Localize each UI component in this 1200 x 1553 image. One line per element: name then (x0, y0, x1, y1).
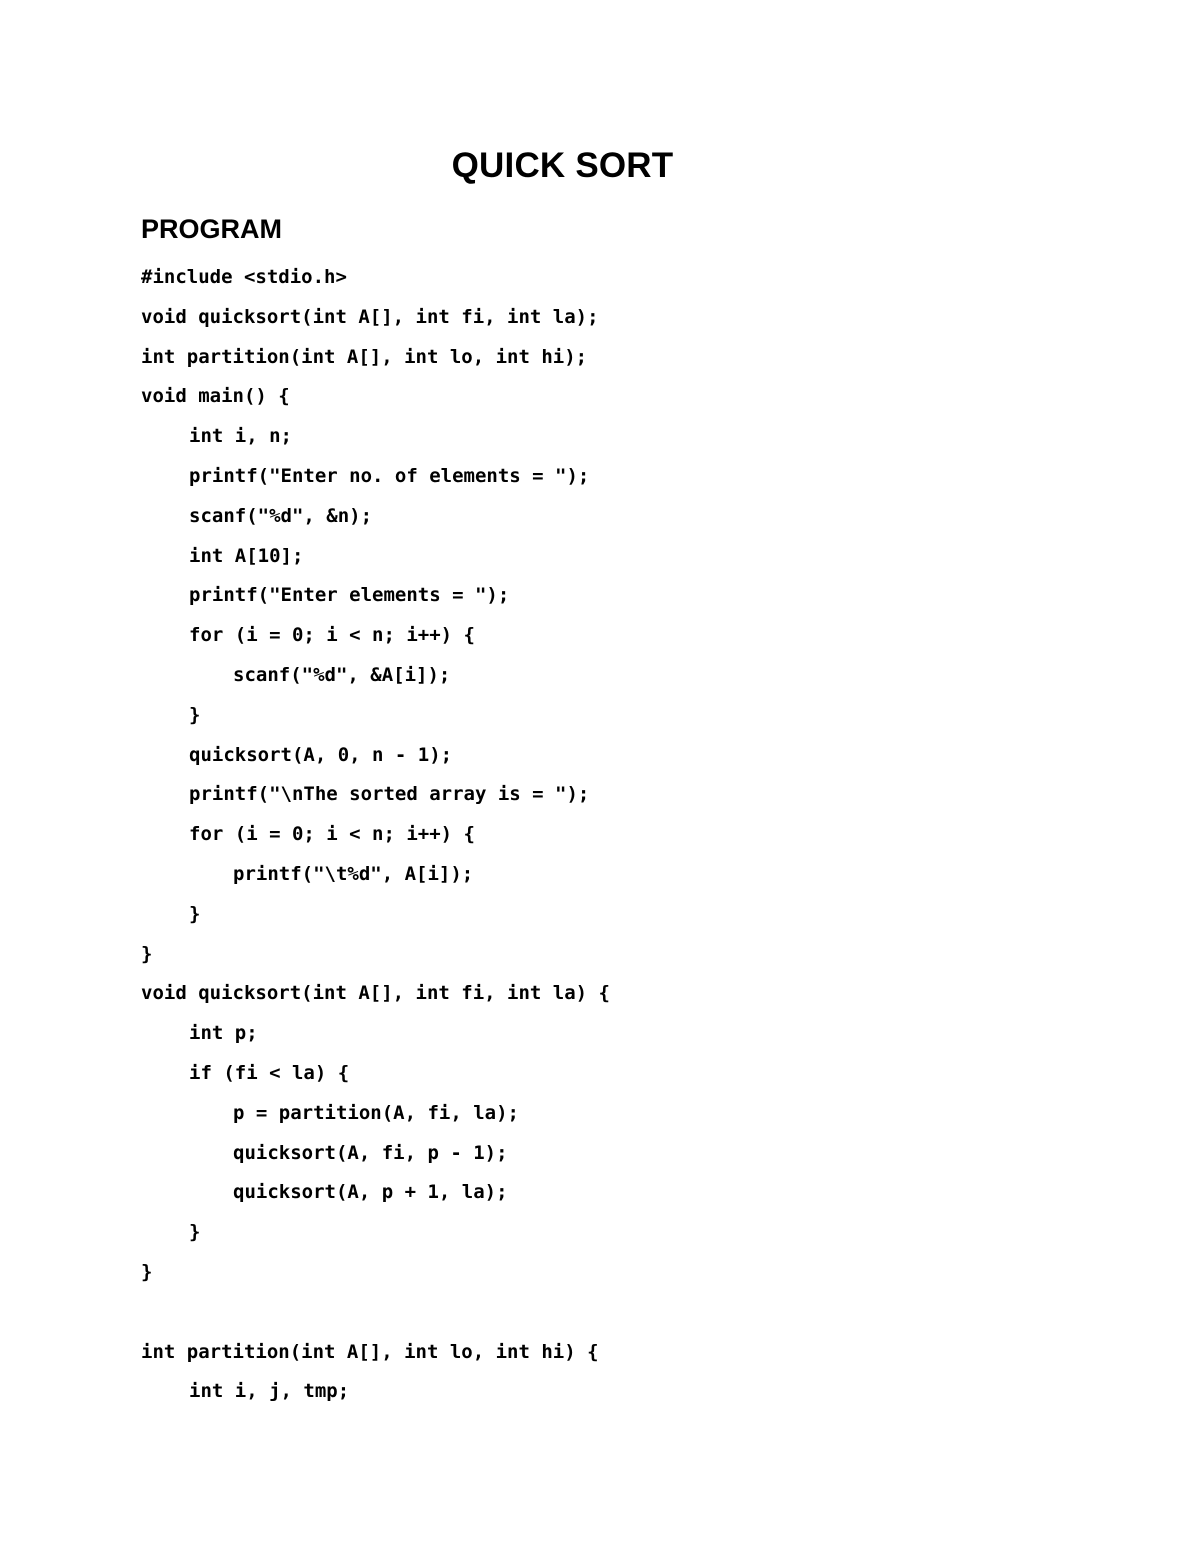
code-line: printf("Enter elements = "); (189, 584, 510, 607)
code-line: printf("\t%d", A[i]); (233, 862, 474, 885)
code-line: if (fi < la) { (189, 1061, 350, 1084)
code-line: scanf("%d", &n); (189, 504, 373, 527)
code-line: int i, j, tmp; (189, 1380, 350, 1403)
code-line: int partition(int A[], int lo, int hi); (141, 345, 588, 368)
code-line: int i, n; (189, 425, 292, 448)
code-line: int A[10]; (189, 544, 304, 567)
code-line: #include <stdio.h> (141, 266, 347, 288)
code-line: int partition(int A[], int lo, int hi) { (141, 1340, 599, 1363)
code-line: quicksort(A, fi, p - 1); (233, 1141, 508, 1164)
code-line: void quicksort(int A[], int fi, int la); (141, 305, 599, 328)
code-line: int p; (189, 1022, 258, 1045)
code-line: } (189, 1221, 201, 1244)
code-line: void main() { (141, 385, 290, 408)
code-line: printf("Enter no. of elements = "); (189, 464, 590, 487)
code-line: void quicksort(int A[], int fi, int la) { (141, 982, 610, 1005)
section-heading-program: PROGRAM (141, 214, 282, 244)
code-line: for (i = 0; i < n; i++) { (189, 624, 475, 647)
code-line: p = partition(A, fi, la); (233, 1101, 519, 1124)
code-line: } (189, 902, 201, 925)
code-line: quicksort(A, p + 1, la); (233, 1181, 508, 1204)
page-title: QUICK SORT (451, 146, 674, 185)
code-line: scanf("%d", &A[i]); (233, 663, 451, 686)
code-line: quicksort(A, 0, n - 1); (189, 743, 453, 766)
code-line (141, 1293, 610, 1333)
code-line: } (189, 703, 201, 726)
code-line: printf("\nThe sorted array is = "); (189, 783, 590, 806)
code-block (141, 258, 610, 1412)
code-line: } (141, 1260, 153, 1283)
code-line: } (141, 942, 153, 965)
code-line: for (i = 0; i < n; i++) { (189, 823, 475, 846)
